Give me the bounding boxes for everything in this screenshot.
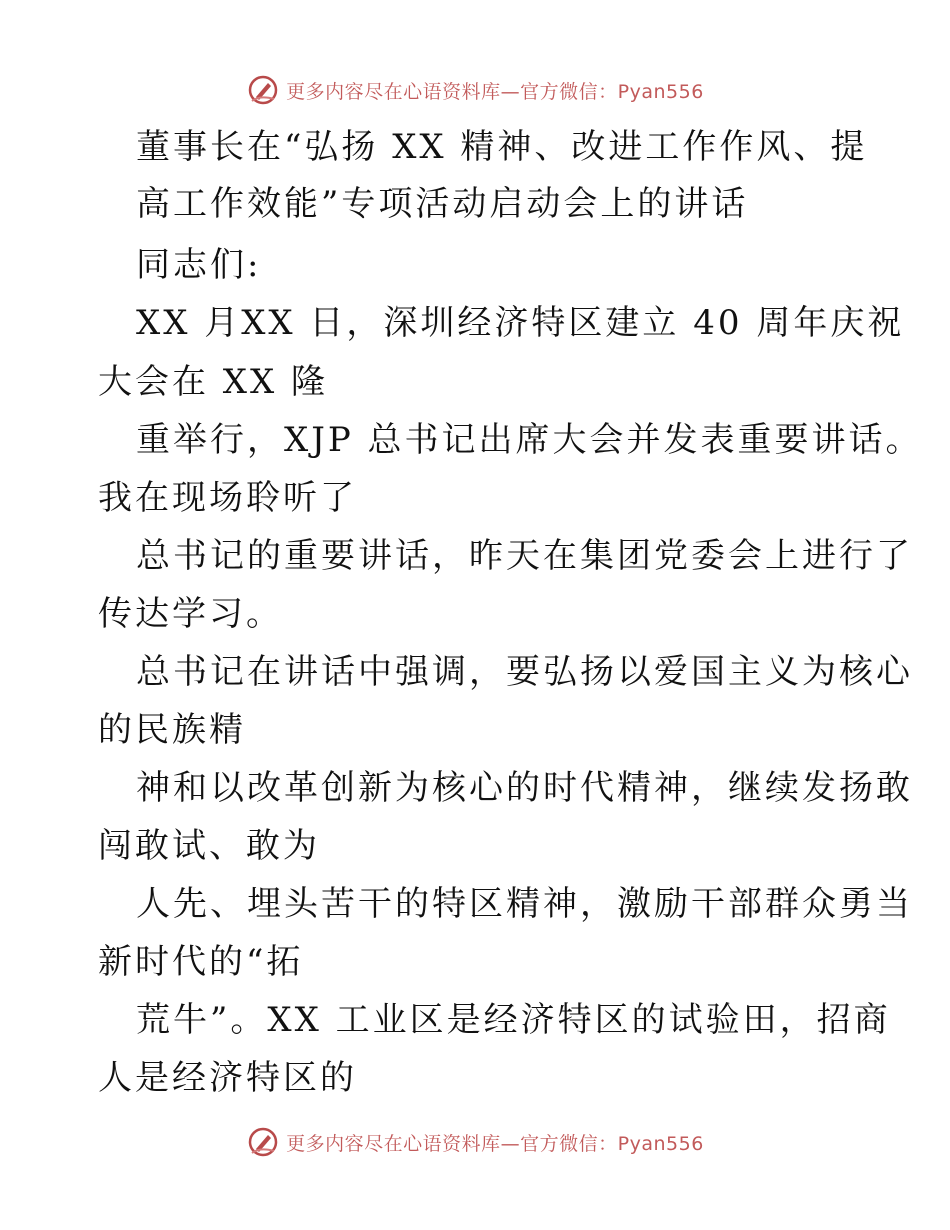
body-line: 新时代的“拓 xyxy=(98,942,304,982)
pen-logo-icon xyxy=(246,1125,280,1159)
body-line: 神和以改革创新为核心的时代精神，继续发扬敢 xyxy=(136,768,913,808)
body-line: 总书记的重要讲话，昨天在集团党委会上进行了 xyxy=(136,536,913,576)
salutation: 同志们: xyxy=(136,245,262,285)
body-line: 我在现场聆听了 xyxy=(98,478,357,518)
body-line: 人先、埋头苦干的特区精神，激励干部群众勇当 xyxy=(136,884,913,924)
body-line: 荒牛”。XX 工业区是经济特区的试验田，招商 xyxy=(136,1000,891,1040)
body-line: 总书记在讲话中强调，要弘扬以爱国主义为核心 xyxy=(136,652,913,692)
title-line-2: 高工作效能”专项活动启动会上的讲话 xyxy=(136,184,749,224)
body-line: 人是经济特区的 xyxy=(98,1058,357,1098)
body-line: XX 月XX 日，深圳经济特区建立 40 周年庆祝 xyxy=(136,303,905,343)
footer-watermark xyxy=(0,1122,950,1162)
watermark-text: 更多内容尽在心语资料库—官方微信：Pyan556 xyxy=(286,1132,704,1155)
body-line: 重举行，XJP 总书记出席大会并发表重要讲话。 xyxy=(136,420,923,460)
body-line: 闯敢试、敢为 xyxy=(98,826,320,866)
body-line: 传达学习。 xyxy=(98,594,283,634)
body-line: 的民族精 xyxy=(98,710,246,750)
title-line-1: 董事长在“弘扬 XX 精神、改进工作作风、提 xyxy=(136,127,868,167)
body-line: 大会在 XX 隆 xyxy=(98,362,329,402)
watermark-text: 更多内容尽在心语资料库—官方微信：Pyan556 xyxy=(286,80,704,103)
